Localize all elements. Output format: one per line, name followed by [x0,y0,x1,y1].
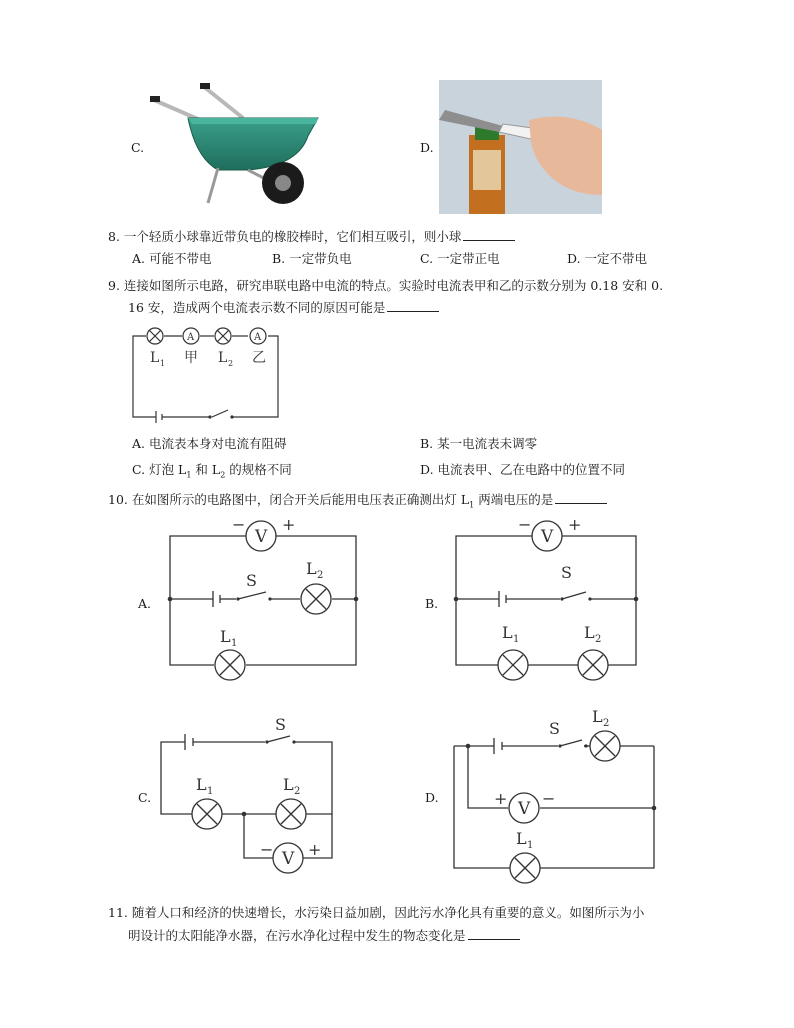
svg-text:2: 2 [595,634,602,645]
q8-option-b[interactable]: B. 一定带负电 [272,251,352,266]
q8-option-d[interactable]: D. 一定不带电 [567,251,648,266]
svg-text:1: 1 [513,634,520,645]
svg-text:L: L [196,775,207,794]
svg-text:L: L [220,627,231,646]
svg-text:2: 2 [317,570,324,581]
svg-text:乙: 乙 [252,350,266,366]
svg-text:甲: 甲 [184,350,198,366]
voltmeter-icon: V [541,527,554,547]
voltmeter-icon: V [518,799,531,819]
svg-text:−: − [518,515,532,534]
svg-text:L: L [592,707,603,726]
voltmeter-icon: V [282,849,295,869]
option-c-label: C. [131,140,145,155]
svg-text:S: S [561,563,572,582]
bottle-opener-image [439,80,602,214]
svg-text:+: + [494,789,508,808]
question-10: 10. 在如图所示的电路图中，闭合开关后能用电压表正确测出灯 $L_1$ 两端电压的是 [108,489,607,516]
svg-text:1: 1 [231,638,238,649]
svg-text:1: 1 [207,786,214,797]
question-11-text: 明设计的太阳能净水器，在污水净化过程中发生的物态变化是 [128,928,466,943]
answer-blank[interactable] [555,491,607,504]
svg-text:−: − [542,789,556,808]
svg-text:+: + [282,515,296,534]
svg-text:S: S [246,571,257,590]
svg-text:L: L [502,623,513,642]
svg-text:−: − [232,515,246,534]
q10-circuit-b [446,512,646,682]
svg-text:S: S [275,715,286,734]
svg-text:+: + [568,515,582,534]
svg-text:L: L [306,559,317,578]
svg-text:−: − [260,840,274,859]
svg-text:2: 2 [603,718,610,729]
q10-circuit-d [446,704,660,890]
q10-option-c-label[interactable]: C. [138,790,152,805]
ammeter-icon: A [187,332,195,343]
q10-circuit-a [160,512,366,682]
q9-option-d[interactable]: D. 电流表甲、乙在电路中的位置不同 [420,462,626,477]
svg-text:1: 1 [160,359,166,368]
svg-text:2: 2 [228,359,234,368]
svg-text:L: L [516,829,527,848]
voltmeter-icon: V [255,527,268,547]
q8-option-c[interactable]: C. 一定带正电 [420,251,500,266]
svg-text:L: L [218,350,228,366]
wheelbarrow-image [148,78,328,208]
q10-option-a-label[interactable]: A. [138,596,152,611]
question-11-line1: 11. 随着人口和经济的快速增长，水污染日益加剧，因此污水净化具有重要的意义。如图所示为小 [108,905,645,920]
answer-blank[interactable] [468,927,520,940]
svg-text:L: L [584,623,595,642]
q10-option-b-label[interactable]: B. [425,596,439,611]
question-9-text: 16 安，造成两个电流表示数不同的原因可能是 [128,300,386,315]
ammeter-icon: A [254,332,262,343]
svg-text:2: 2 [294,786,301,797]
q10-circuit-c [158,712,338,882]
svg-text:S: S [549,719,560,738]
q8-option-a[interactable]: A. 可能不带电 [132,251,212,266]
option-d-label: D. [420,140,434,155]
q10-option-d-label[interactable]: D. [425,790,439,805]
svg-text:1: 1 [527,840,534,851]
svg-text:+: + [308,840,322,859]
q9-option-c[interactable]: C. 灯泡 $L_1$ 和 $L_2$ 的规格不同 [132,462,292,480]
svg-text:L: L [283,775,294,794]
question-8-text: 8. 一个轻质小球靠近带负电的橡胶棒时，它们相互吸引，则小球 [108,229,462,244]
q9-circuit-diagram [128,322,288,426]
question-8 [108,226,515,247]
answer-blank[interactable] [463,228,515,241]
q9-option-a[interactable]: A. 电流表本身对电流有阻碍 [132,436,287,451]
question-11-line2 [128,925,520,946]
question-9-line1: 9. 连接如图所示电路，研究串联电路中电流的特点。实验时电流表甲和乙的示数分别为 0.18 安和 0. [108,278,664,293]
svg-text:L: L [150,350,160,366]
q9-option-b[interactable]: B. 某一电流表未调零 [420,436,538,451]
question-9-line2 [128,297,439,318]
answer-blank[interactable] [387,299,439,312]
